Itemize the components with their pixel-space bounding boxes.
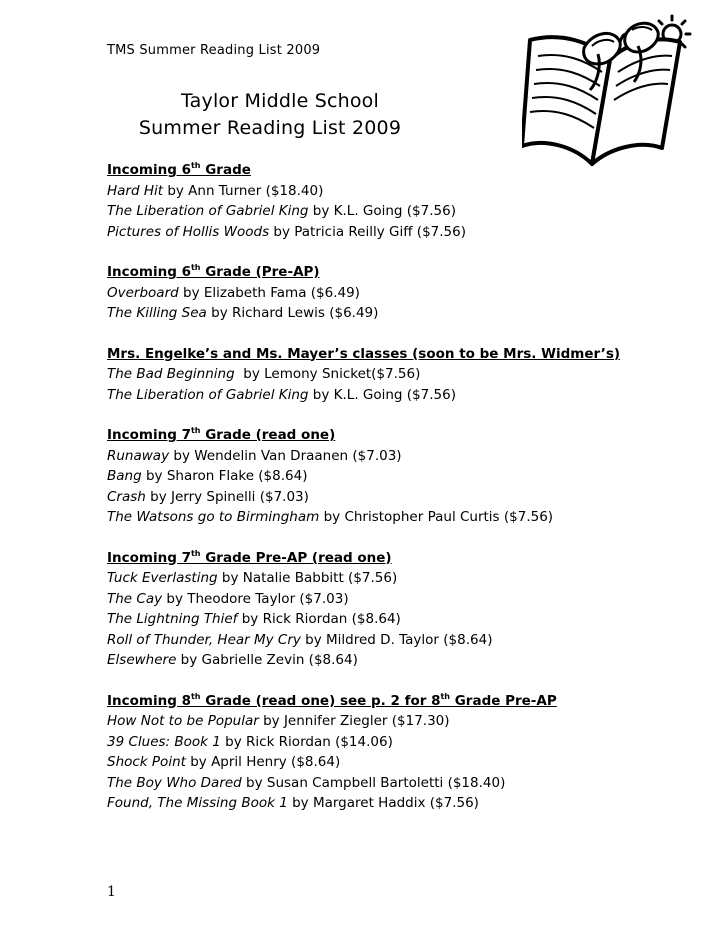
reading-list xyxy=(107,160,707,834)
list-item: Roll of Thunder, Hear My Cry by Mildred D. Taylor ($8.64) xyxy=(107,631,493,648)
list-item: Bang by Sharon Flake ($8.64) xyxy=(107,468,308,484)
page-title: Taylor Middle School xyxy=(181,90,379,112)
section-engelke-mayer-classes xyxy=(107,344,707,406)
section-incoming-6th-grade-pre-ap xyxy=(107,262,707,324)
section-incoming-6th-grade xyxy=(107,160,707,242)
section-heading: Incoming 8th Grade (read one) see p. 2 for 8th Grade Pre-AP xyxy=(107,691,557,709)
section-incoming-7th-grade-pre-ap xyxy=(107,548,707,671)
list-item: Hard Hit by Ann Turner ($18.40) xyxy=(107,182,324,199)
list-item: The Bad Beginning by Lemony Snicket($7.56) xyxy=(107,366,421,382)
list-item: The Killing Sea by Richard Lewis ($6.49) xyxy=(107,305,379,321)
section-heading: Incoming 7th Grade Pre-AP (read one) xyxy=(107,548,392,566)
list-item: Shock Point by April Henry ($8.64) xyxy=(107,754,341,770)
section-heading: Incoming 6th Grade (Pre-AP) xyxy=(107,263,320,280)
open-book-icon xyxy=(522,12,722,172)
list-item: The Lightning Thief by Rick Riordan ($8.64) xyxy=(107,611,401,627)
list-item: The Cay by Theodore Taylor ($7.03) xyxy=(107,590,349,607)
list-item: 39 Clues: Book 1 by Rick Riordan ($14.06) xyxy=(107,733,393,750)
page-number: 1 xyxy=(107,884,116,900)
list-item: Runaway by Wendelin Van Draanen ($7.03) xyxy=(107,447,402,464)
list-item: Pictures of Hollis Woods by Patricia Reilly Giff ($7.56) xyxy=(107,223,466,240)
list-item: The Liberation of Gabriel King by K.L. Going ($7.56) xyxy=(107,386,456,403)
list-item: Found, The Missing Book 1 by Margaret Haddix ($7.56) xyxy=(107,795,479,811)
list-item: Overboard by Elizabeth Fama ($6.49) xyxy=(107,284,360,301)
page-subtitle: Summer Reading List 2009 xyxy=(138,117,402,139)
list-item: The Liberation of Gabriel King by K.L. Going ($7.56) xyxy=(107,203,456,219)
list-item: Tuck Everlasting by Natalie Babbitt ($7.56) xyxy=(107,570,398,586)
section-incoming-8th-grade xyxy=(107,691,707,814)
section-heading: Incoming 7th Grade (read one) xyxy=(107,426,336,443)
list-item: How Not to be Popular by Jennifer Ziegler ($17.30) xyxy=(107,713,450,729)
section-incoming-7th-grade xyxy=(107,425,707,528)
section-heading: Mrs. Engelke’s and Ms. Mayer’s classes (soon to be Mrs. Widmer’s) xyxy=(107,345,621,362)
page-header: TMS Summer Reading List 2009 xyxy=(107,43,321,58)
list-item: The Boy Who Dared by Susan Campbell Bartoletti ($18.40) xyxy=(107,774,506,791)
list-item: Elsewhere by Gabrielle Zevin ($8.64) xyxy=(107,652,358,668)
section-heading: Incoming 6th Grade xyxy=(107,161,251,178)
list-item: Crash by Jerry Spinelli ($7.03) xyxy=(107,488,309,505)
list-item: The Watsons go to Birmingham by Christopher Paul Curtis ($7.56) xyxy=(107,509,554,525)
